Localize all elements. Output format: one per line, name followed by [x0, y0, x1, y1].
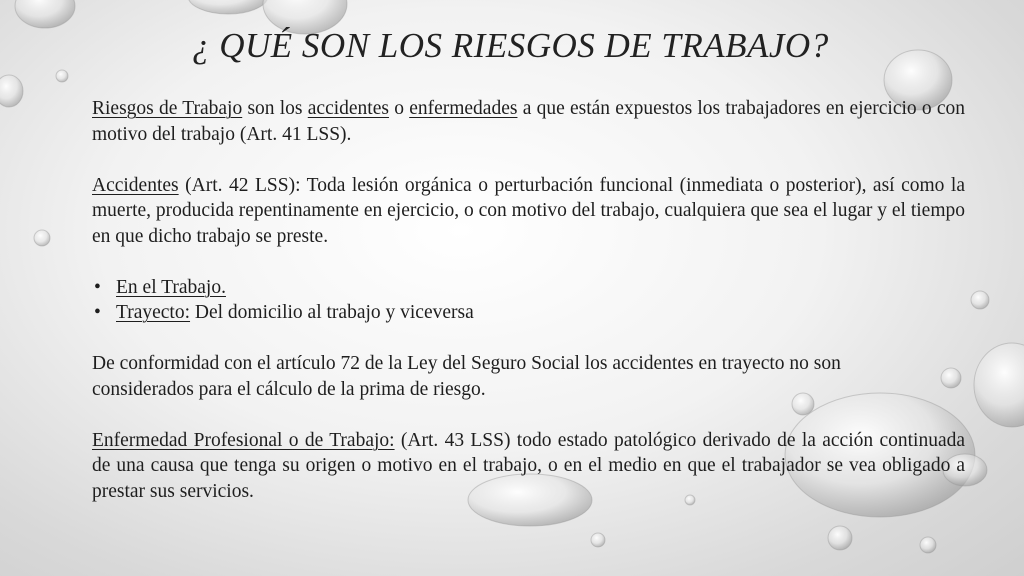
paragraph-accidentes [92, 173, 965, 250]
term-en-el-trabajo: En el Trabajo. [116, 276, 226, 298]
term-accidentes: accidentes [307, 98, 389, 119]
paragraph-text: a que están expuestos los trabajadores en ejercicio o con motivo del trabajo (Art. 41 LSS). [92, 98, 966, 145]
paragraph-trayecto-note: De conformidad con el artículo 72 de la Ley del Seguro Social los accidentes en trayecto no son considerados para el cálculo de la prima de riesgo. [92, 353, 841, 400]
paragraph-definition [92, 96, 965, 147]
slide-title: ¿ QUÉ SON LOS RIESGOS DE TRABAJO? [192, 26, 829, 65]
list-item [92, 275, 965, 301]
list-item [92, 300, 965, 326]
term-enfermedad-profesional: Enfermedad Profesional o de Trabajo: [92, 429, 395, 451]
term-riesgos-de-trabajo: Riesgos de Trabajo [92, 98, 243, 119]
paragraph-text: (Art. 43 LSS) todo estado patológico derivado de la acción continuada de una causa que tenga su origen o motivo en el trabajo, o en el medio en que el trabajador se vea obligado a prestar sus servicios. [92, 429, 966, 502]
term-trayecto: Trayecto: [116, 302, 191, 323]
term-accidentes-heading: Accidentes [92, 174, 179, 196]
paragraph-text: son los [242, 98, 308, 119]
slide-body [92, 96, 965, 504]
paragraph-text: o [388, 98, 410, 119]
paragraph-text: (Art. 42 LSS): Toda lesión orgánica o perturbación funcional (inmediata o posterior), así como la muerte, producida repentinamente en ejercicio, o con motivo del trabajo, cualquiera que sea el lugar y el tiempo en que dicho trabajo se preste. [92, 174, 965, 247]
paragraph-enfermedad [92, 428, 965, 505]
list-item-text: Del domicilio al trabajo y viceversa [190, 302, 474, 323]
bullet-icon: • [94, 276, 101, 298]
bullet-list [92, 275, 965, 326]
bullet-icon: • [94, 302, 101, 323]
term-enfermedades: enfermedades [409, 98, 518, 119]
